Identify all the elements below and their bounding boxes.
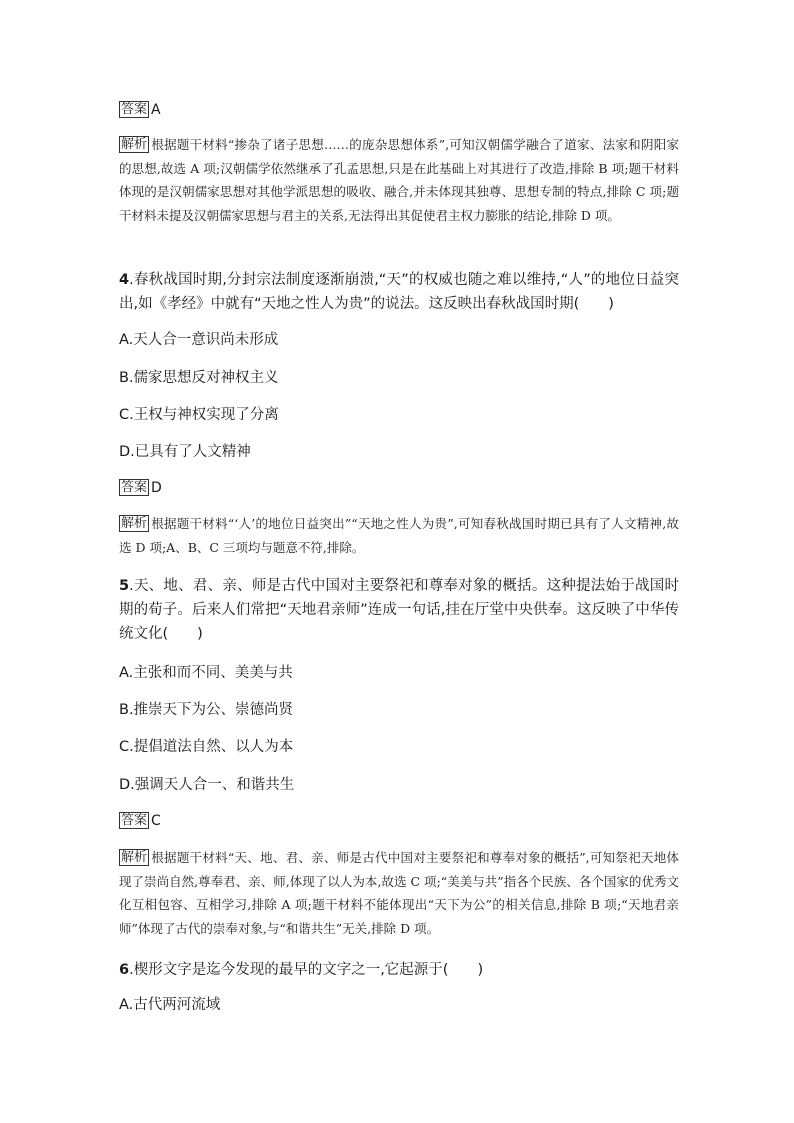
q4-stem	[119, 268, 679, 316]
q6-stem	[119, 958, 679, 982]
q5-option-b: B.推崇天下为公、崇德尚贤	[119, 702, 294, 718]
q5-answer	[119, 812, 679, 830]
q5-stem-text: .天、地、君、亲、师是古代中国对主要祭祀和尊奉对象的概括。这种提法始于战国时期的荀子。后来人们常把“天地君亲师”连成一句话,挂在厅堂中央供奉。这反映了中华传统文化( )	[119, 578, 679, 642]
q4-number: 4	[119, 272, 130, 288]
q3-analysis	[119, 133, 679, 227]
q5-answer-value: C	[151, 813, 161, 829]
q6-stem-text: .楔形文字是迄今发现的最早的文字之一,它起源于( )	[129, 962, 484, 978]
q5-analysis-text: 根据题干材料“天、地、君、亲、师是古代中国对主要祭祀和尊奉对象的概括”,可知祭祀天地体现了崇尚自然,尊奉君、亲、师,体现了以人为本,故选 C 项;“美美与共”指各个民族、各个国家的优秀文化互相包容、互相学习,排除 A 项;题干材料不能体现出“天下为公”的相关信息,排除 B 项;“天地君亲师”体现了古代的崇奉对象,与“和谐共生”无关,排除 D 项。	[119, 850, 679, 936]
answer-tag: 答案	[121, 813, 148, 828]
q4-answer-value: D	[151, 480, 162, 496]
q4-analysis	[119, 512, 679, 559]
answer-tag: 答案	[121, 480, 148, 495]
q4-analysis-text: 根据题干材料“‘人’的地位日益突出”“天地之性人为贵”,可知春秋战国时期已具有了人文精神,故选 D 项;A、B、C 三项均与题意不符,排除。	[119, 516, 679, 555]
q4-option-a: A.天人合一意识尚未形成	[119, 332, 279, 348]
q5-analysis	[119, 846, 679, 940]
answer-tag: 答案	[121, 102, 148, 117]
q4-option-d: D.已具有了人文精神	[119, 444, 251, 460]
analysis-tag: 解析	[121, 850, 148, 865]
analysis-tag: 解析	[121, 137, 148, 152]
q5-option-a: A.主张和而不同、美美与共	[119, 665, 293, 681]
q6-number: 6	[119, 962, 130, 978]
q4-answer	[119, 479, 679, 497]
q4-option-b: B.儒家思想反对神权主义	[119, 370, 279, 386]
q3-answer-value: A	[151, 102, 161, 118]
q5-option-d: D.强调天人合一、和谐共生	[119, 777, 295, 793]
q4-stem-text: .春秋战国时期,分封宗法制度逐渐崩溃,“天”的权威也随之难以维持,“人”的地位日益突出,如《孝经》中就有“天地之性人为贵”的说法。这反映出春秋战国时期( )	[119, 272, 679, 312]
q5-stem	[119, 574, 679, 646]
analysis-tag: 解析	[121, 516, 148, 531]
q3-analysis-text: 根据题干材料“掺杂了诸子思想……的庞杂思想体系”,可知汉朝儒学融合了道家、法家和阴阳家的思想,故选 A 项;汉朝儒学依然继承了孔孟思想,只是在此基础上对其进行了改造,排除 B 项;题干材料体现的是汉朝儒家思想对其他学派思想的吸收、融合,并未体现其独尊、思想专制的特点,排除 C 项;题干材料未提及汉朝儒家思想与君主的关系,无法得出其促使君主权力膨胀的结论,排除 D 项。	[119, 137, 679, 223]
q4-option-c: C.王权与神权实现了分离	[119, 407, 279, 423]
q6-option-a: A.古代两河流域	[119, 997, 221, 1013]
q3-answer	[119, 101, 679, 119]
q5-option-c: C.提倡道法自然、以人为本	[119, 739, 294, 755]
q5-number: 5	[119, 578, 130, 594]
